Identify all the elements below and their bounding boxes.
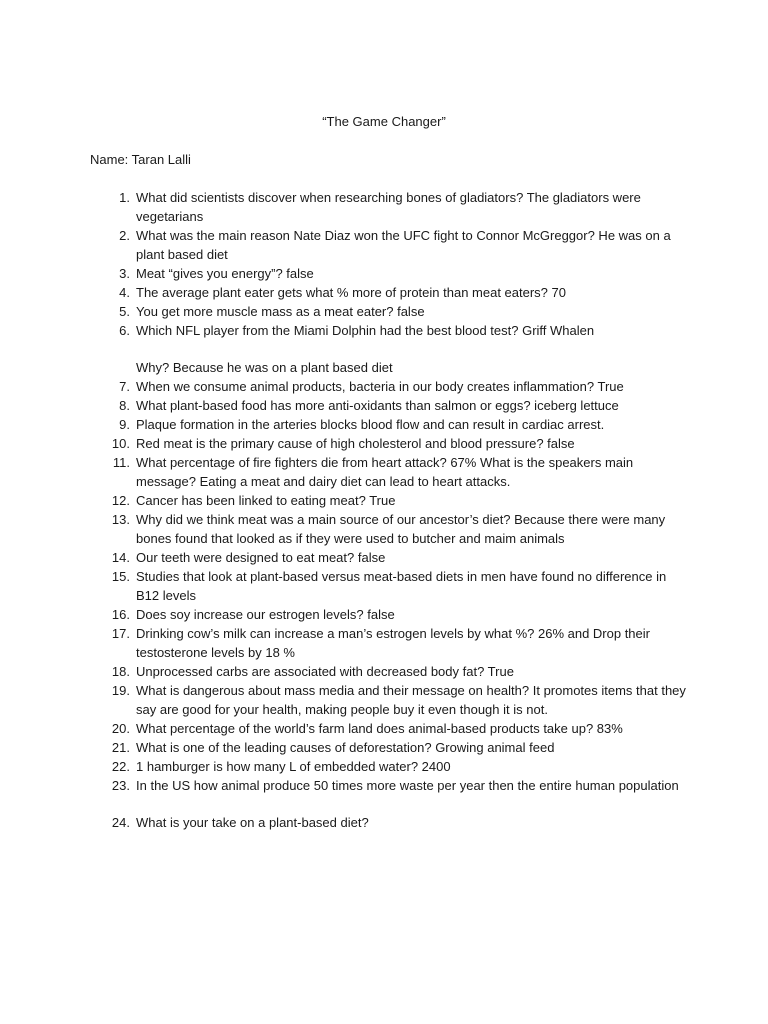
item-text: Cancer has been linked to eating meat? True [136, 493, 396, 508]
item-number: 13. [111, 512, 130, 527]
item-number: 19. [111, 683, 130, 698]
item-number: 21. [111, 740, 130, 755]
list-item [90, 396, 690, 415]
list-item [90, 415, 690, 434]
list-item [90, 681, 690, 719]
item-number: 11. [112, 455, 130, 470]
answer-note: Why? Because he was on a plant based diet [136, 360, 393, 375]
list-item [90, 624, 690, 662]
item-number: 4. [119, 285, 130, 300]
item-text: What percentage of fire fighters die from heart attack? 67% What is the speakers main message? Eating a meat and dairy diet can lead to heart attacks. [136, 455, 634, 489]
list-item [90, 776, 690, 795]
item-text: What is one of the leading causes of deforestation? Growing animal feed [136, 740, 555, 755]
item-number: 8. [119, 398, 130, 413]
document-title: “The Game Changer” [322, 114, 446, 129]
list-item [90, 757, 690, 776]
list-item [90, 264, 690, 283]
list-item [90, 662, 690, 681]
spacer [90, 340, 690, 358]
item-number: 12. [111, 493, 130, 508]
item-text: What did scientists discover when researching bones of gladiators? The gladiators were vegetarians [136, 190, 641, 224]
item-text: What percentage of the world’s farm land does animal-based products take up? 83% [136, 721, 623, 736]
item-text: Unprocessed carbs are associated with decreased body fat? True [136, 664, 514, 679]
item-text: In the US how animal produce 50 times more waste per year then the entire human population [136, 778, 679, 793]
list-item [90, 188, 690, 226]
list-item [90, 738, 690, 757]
item-text: Drinking cow’s milk can increase a man’s estrogen levels by what %? 26% and Drop their testosterone levels by 18 % [136, 626, 650, 660]
item-number: 18. [111, 664, 130, 679]
item-number: 23. [111, 778, 130, 793]
list-item [90, 567, 690, 605]
item-text: 1 hamburger is how many L of embedded water? 2400 [136, 759, 451, 774]
item-number: 15. [111, 569, 130, 584]
item-number: 24. [111, 815, 130, 830]
list-item [90, 302, 690, 321]
item-text: When we consume animal products, bacteria in our body creates inflammation? True [136, 379, 624, 394]
item-text: What is dangerous about mass media and their message on health? It promotes items that they say are good for your health, making people buy it even though it is not. [136, 683, 686, 717]
list-item [90, 548, 690, 567]
list-item [90, 226, 690, 264]
item-number: 7. [119, 379, 130, 394]
item-number: 2. [119, 228, 130, 243]
item-text: Does soy increase our estrogen levels? false [136, 607, 395, 622]
item-number: 17. [111, 626, 130, 641]
item-number: 1. [119, 190, 130, 205]
item-text: Meat “gives you energy”? false [136, 266, 314, 281]
item-number: 6. [119, 323, 130, 338]
item-text: What is your take on a plant-based diet? [136, 815, 369, 830]
item-number: 10. [111, 436, 130, 451]
list-item [90, 283, 690, 302]
item-number: 22. [111, 759, 130, 774]
list-item [90, 605, 690, 624]
item-number: 5. [119, 304, 130, 319]
spacer [90, 795, 690, 813]
item-text: The average plant eater gets what % more of protein than meat eaters? 70 [136, 285, 566, 300]
item-number: 14. [111, 550, 130, 565]
list-item [90, 434, 690, 453]
list-item [90, 453, 690, 491]
item-text: Red meat is the primary cause of high cholesterol and blood pressure? false [136, 436, 575, 451]
student-name: Name: Taran Lalli [90, 152, 191, 167]
item-text: Why did we think meat was a main source of our ancestor’s diet? Because there were many bones found that looked as if they were used to butcher and maim animals [136, 512, 666, 546]
list-item [90, 321, 690, 340]
item-text: What was the main reason Nate Diaz won the UFC fight to Connor McGreggor? He was on a plant based diet [136, 228, 671, 262]
item-number: 16. [111, 607, 130, 622]
list-item [90, 813, 690, 832]
item-text: Studies that look at plant-based versus meat-based diets in men have found no difference in B12 levels [136, 569, 667, 603]
list-item [90, 377, 690, 396]
item-text: Which NFL player from the Miami Dolphin had the best blood test? Griff Whalen [136, 323, 595, 338]
list-item [90, 491, 690, 510]
list-item [90, 719, 690, 738]
item-number: 3. [119, 266, 130, 281]
item-number: 20. [111, 721, 130, 736]
list-item [90, 510, 690, 548]
question-list [90, 188, 690, 832]
item-text: Plaque formation in the arteries blocks blood flow and can result in cardiac arrest. [136, 417, 605, 432]
item-text: Our teeth were designed to eat meat? false [136, 550, 386, 565]
item-text: What plant-based food has more anti-oxidants than salmon or eggs? iceberg lettuce [136, 398, 619, 413]
item-number: 9. [119, 417, 130, 432]
item-text: You get more muscle mass as a meat eater? false [136, 304, 425, 319]
